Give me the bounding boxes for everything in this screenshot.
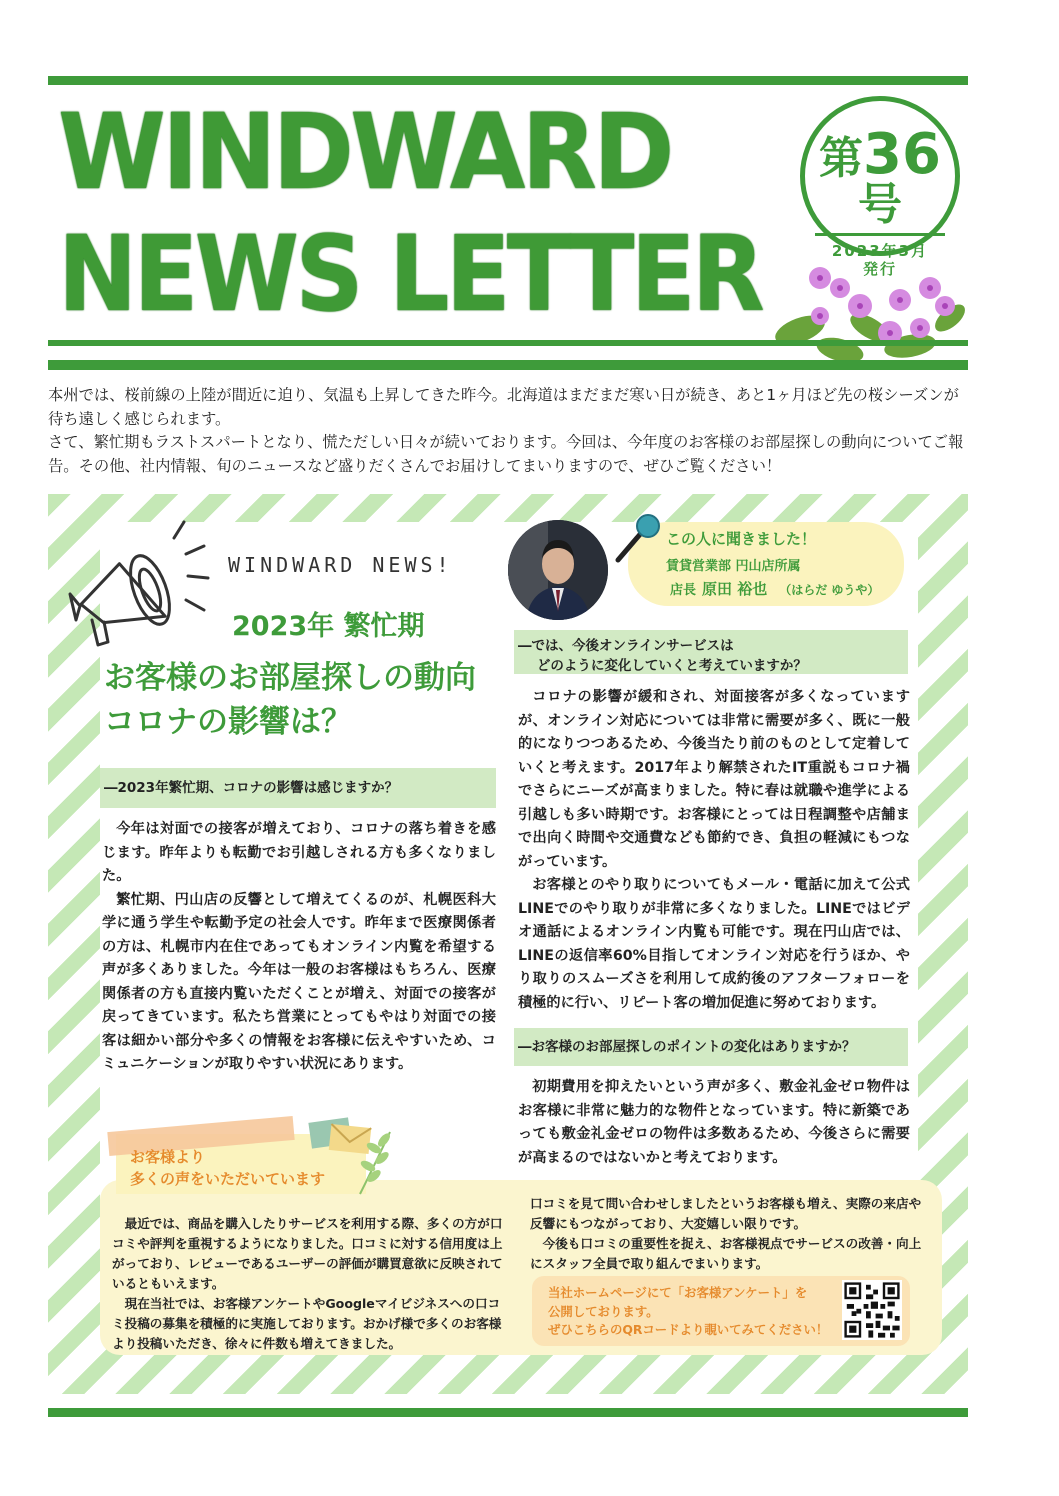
answer-2-paragraph-1: コロナの影響が緩和され、対面接客が多くなっていますが、オンライン対応については非常に需要が多く、既に一般的になりつつあるため、今後当たり前のものとして定着していくと考えます。2017年より解禁されたIT重説もコロナ禍でさらにニーズが高まりました。特に春は就職や進学による引越しも多い時期です。お客様にとっては日程調整や店舗まで出向く時間や交通費なども節約でき、負担の軽減にもつながっています。 [518, 689, 910, 870]
question-2-line-1: ―では、今後オンラインサービスは [518, 638, 734, 654]
news-label: WINDWARD NEWS! [228, 553, 453, 577]
voice-right-text [530, 1194, 926, 1274]
issue-badge [800, 96, 960, 278]
top-rule [48, 76, 968, 85]
answer-3 [518, 1076, 910, 1170]
issue-number-value: 36 [863, 122, 941, 187]
issue-divider [815, 233, 945, 236]
intro-paragraph-1: 本州では、桜前線の上陸が間近に迫り、気温も上昇してきた昨今。北海道はまだまだ寒い日が続き、あと1ヶ月ほど先の桜シーズンが待ち遠しく感じられます。 [48, 386, 959, 428]
survey-line-2: 公開しております。 [548, 1303, 659, 1319]
flowers-illustration [760, 258, 970, 368]
interviewee-role: 店長 [670, 583, 697, 598]
survey-text [548, 1284, 838, 1340]
issue-published: 発行 [862, 260, 897, 278]
interviewee-department: 賃貸営業部 円山店所属 [666, 559, 801, 574]
issue-number [805, 122, 955, 230]
person-silhouette-icon [508, 520, 608, 620]
header-rule-upper [48, 340, 968, 346]
question-1: ―2023年繁忙期、コロナの影響は感じますか？ [100, 768, 496, 808]
question-3: ―お客様のお部屋探しのポイントの変化はありますか？ [514, 1028, 908, 1066]
question-2 [514, 630, 908, 674]
interview-title: この人に聞きました！ [666, 530, 817, 548]
issue-month: 2023年3月 [831, 242, 929, 260]
issue-prefix: 第 [819, 133, 864, 184]
voice-right-p1-text: 口コミを見て問い合わせしましたというお客様も増え、実際の来店や反響にもつながっており、大変嬉しい限りです。 [530, 1196, 922, 1231]
answer-3-paragraph-1: 初期費用を抑えたいという声が多く、敷金礼金ゼロ物件はお客様に非常に魅力的な物件となっています。特に新築であっても敷金礼金ゼロの物件は多数あるため、今後さらに需要が高まるのではないかと考えております。 [518, 1079, 910, 1166]
interviewee-photo [508, 520, 608, 620]
question-2-line-2: どのように変化していくと考えていますか？ [536, 658, 807, 674]
qr-code-icon[interactable] [842, 1280, 902, 1340]
answer-2-paragraph-2: お客様とのやり取りについてもメール・電話に加えて公式LINEでのやり取りが非常に多くなりました。LINEではビデオ通話によるオンライン内覧も可能です。現在円山店では、LINEの返信率60%目指してオンライン対応を行うほか、やり取りのスムーズさを利用して成約後のアフターフォローを積極的に行い、リピート客の増加促進に努めております。 [518, 877, 910, 1011]
leaf-sprig-icon [350, 1126, 398, 1196]
megaphone-icon [62, 510, 212, 660]
newsletter-title-line-2: NEWS LETTER [58, 213, 762, 335]
intro-paragraph-2: さて、繁忙期もラストスパートとなり、慌ただしい日々が続いております。今回は、今年度のお客様のお部屋探しの動向についてご報告。その他、社内情報、旬のニュースなど盛りだくさんでお届けしてまいりますので、ぜひご覧ください！ [48, 433, 964, 475]
voice-title-line-2: 多くの声をいただいています [130, 1170, 326, 1188]
intro-text [48, 384, 968, 478]
answer-1-paragraph-1: 今年は対面での接客が増えており、コロナの落ち着きを感じます。昨年よりも転勤でお引越しされる方も多くなりました。 [102, 821, 496, 884]
feature-headline-1: お客様のお部屋探しの動向 [104, 660, 476, 696]
interviewee-name: 原田 裕也 [702, 580, 768, 598]
voice-left-p2-text: 現在当社では、お客様アンケートやGoogleマイビジネスへの口コミ投稿の募集を積極的に実施しております。おかげ様で多くのお客様より投稿いただき、徐々に件数も増えてきました。 [112, 1296, 502, 1351]
interviewee-name-line [670, 578, 879, 599]
voice-right-p2-text: 今後も口コミの重要性を捉え、お客様視点でサービスの改善・向上にスタッフ全員で取り組んでまいります。 [530, 1236, 922, 1271]
interviewee-name-reading: （はらだ ゆうや） [779, 583, 880, 597]
feature-year-title: 2023年 繁忙期 [232, 611, 425, 642]
voice-left-paragraph-1 [112, 1214, 510, 1294]
voice-title-line-1: お客様より [130, 1148, 206, 1166]
answer-1-paragraph-2: 繁忙期、円山店の反響として増えてくるのが、札幌医科大学に通う学生や転勤予定の社会人です。昨年まで医療関係者の方は、札幌市内在住であってもオンライン内覧を希望する声が多くありました。今年は一般のお客様はもちろん、医療関係者の方も直接内覧いただくことが増え、対面での接客が戻ってきています。私たち営業にとってもやはり対面での接客は細かい部分や多くの情報をお客様に伝えやすいため、コミュニケーションが取りやすい状況にあります。 [102, 891, 496, 1072]
answer-1 [102, 818, 496, 1077]
bottom-rule [48, 1408, 968, 1417]
header-rule-lower [48, 360, 968, 370]
voice-left-p1-text: 最近では、商品を購入したりサービスを利用する際、多くの方が口コミや評判を重視するようになりました。口コミに対する信用度は上がっており、レビューであるユーザーの評価が購買意欲に反映されているともいえます。 [112, 1216, 503, 1291]
survey-line-3: ぜひこちらのQRコードより覗いてみてください！ [548, 1322, 829, 1337]
survey-line-1: 当社ホームページにて「お客様アンケート」を [548, 1285, 808, 1300]
answer-2 [518, 686, 910, 1015]
voice-left-paragraph-2 [112, 1294, 510, 1354]
feature-headline-2: コロナの影響は？ [104, 704, 352, 740]
newsletter-title-line-1: WINDWARD [58, 91, 671, 213]
issue-suffix: 号 [858, 179, 902, 230]
microphone-icon [612, 512, 662, 564]
